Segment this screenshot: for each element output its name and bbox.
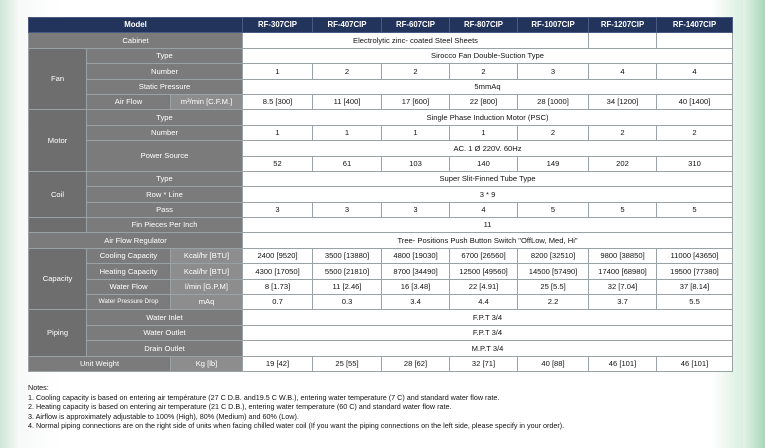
empty-cell: [657, 33, 733, 48]
regulator-row: [29, 233, 733, 248]
note-item: 4. Normal piping connections are on the right side of units when facing chilled water coil (If you want the piping connections on the left side, please specify in your order).: [28, 421, 565, 431]
value-cell: 11 [2.46]: [313, 279, 382, 294]
value-cell: 4300 [17050]: [243, 264, 313, 279]
value-cell: 2: [313, 64, 382, 79]
value-cell: 52: [243, 156, 313, 171]
value-cell: 8.5 [300]: [243, 94, 313, 109]
value-cell: 19 [42]: [243, 356, 313, 371]
empty-cell: [589, 33, 657, 48]
value-cell: 46 [101]: [589, 356, 657, 371]
coil-rowline-value: 3 * 9: [243, 187, 733, 202]
fan-static-label: Static Pressure: [87, 79, 243, 94]
header-row: [29, 18, 733, 33]
weight-label: Unit Weight: [29, 356, 171, 371]
value-cell: 4800 [19030]: [382, 248, 450, 263]
regulator-value: Tree- Positions Push Button Switch "OffLow, Med, Hi": [243, 233, 733, 248]
outlet-value: F.P.T 3/4: [243, 325, 733, 340]
model-name: RF-1207CIP: [589, 18, 657, 33]
water-outlet-row: [29, 325, 733, 340]
specification-table: [28, 17, 733, 372]
value-cell: 32 [7.04]: [589, 279, 657, 294]
value-cell: 16 [3.48]: [382, 279, 450, 294]
cabinet-value: Electrolytic zinc- coated Steel Sheets: [243, 33, 589, 48]
pressure-label: Water Pressure Drop: [87, 295, 171, 310]
value-cell: 3: [382, 202, 450, 217]
value-cell: 3.7: [589, 295, 657, 310]
note-item: 3. Airflow is approximately adjustable to 100% (High), 80% (Medium) and 60% (Low).: [28, 411, 299, 421]
motor-type-value: Single Phase Induction Motor (PSC): [243, 110, 733, 125]
value-cell: 1: [313, 125, 382, 140]
motor-power-source-row: [29, 141, 733, 156]
value-cell: 2: [450, 64, 518, 79]
fan-airflow-label: Air Flow: [87, 94, 171, 109]
value-cell: 5500 [21810]: [313, 264, 382, 279]
motor-number-label: Number: [87, 125, 243, 140]
inlet-label: Water Inlet: [87, 310, 243, 325]
right-decor-strip: [743, 0, 765, 448]
value-cell: 3: [518, 64, 589, 79]
value-cell: 61: [313, 156, 382, 171]
cabinet-label: Cabinet: [29, 33, 243, 48]
drain-outlet-row: [29, 341, 733, 356]
value-cell: 6700 [26560]: [450, 248, 518, 263]
empty-cell: [29, 218, 87, 233]
value-cell: 28 [1000]: [518, 94, 589, 109]
outlet-label: Water Outlet: [87, 325, 243, 340]
value-cell: 4: [589, 64, 657, 79]
value-cell: 140: [450, 156, 518, 171]
model-label: Model: [29, 18, 243, 33]
value-cell: 5: [657, 202, 733, 217]
piping-group-label: Piping: [29, 310, 87, 356]
value-cell: 3: [313, 202, 382, 217]
drain-label: Drain Outlet: [87, 341, 243, 356]
value-cell: 32 [71]: [450, 356, 518, 371]
coil-fin-value: 11: [243, 218, 733, 233]
value-cell: 22 [800]: [450, 94, 518, 109]
model-name: RF-607CIP: [382, 18, 450, 33]
motor-type-row: [29, 110, 733, 125]
fan-airflow-unit: m³/min [C.F.M.]: [171, 94, 243, 109]
value-cell: 19500 [77380]: [657, 264, 733, 279]
value-cell: 103: [382, 156, 450, 171]
value-cell: 8 [1.73]: [243, 279, 313, 294]
value-cell: 17400 [68980]: [589, 264, 657, 279]
value-cell: 2: [518, 125, 589, 140]
coil-pass-label: Pass: [87, 202, 243, 217]
notes-section: [28, 383, 748, 431]
coil-group-label: Coil: [29, 171, 87, 217]
weight-unit: Kg [lb]: [171, 356, 243, 371]
motor-power-value: AC. 1 Ø 220V. 60Hz: [243, 141, 733, 156]
motor-number-row: [29, 125, 733, 140]
value-cell: 12500 [49560]: [450, 264, 518, 279]
inlet-value: F.P.T 3/4: [243, 310, 733, 325]
value-cell: 5: [589, 202, 657, 217]
regulator-label: Air Flow Regulator: [29, 233, 243, 248]
value-cell: 1: [243, 64, 313, 79]
value-cell: 11 [400]: [313, 94, 382, 109]
fan-static-row: [29, 79, 733, 94]
value-cell: 1: [450, 125, 518, 140]
value-cell: 4.4: [450, 295, 518, 310]
model-name: RF-807CIP: [450, 18, 518, 33]
pressure-drop-row: [29, 295, 733, 310]
value-cell: 310: [657, 156, 733, 171]
model-name: RF-1407CIP: [657, 18, 733, 33]
value-cell: 2: [382, 64, 450, 79]
coil-fin-label: Fin Pieces Per Inch: [87, 218, 243, 233]
value-cell: 4: [657, 64, 733, 79]
value-cell: 34 [1200]: [589, 94, 657, 109]
value-cell: 8200 [32510]: [518, 248, 589, 263]
water-flow-row: [29, 279, 733, 294]
value-cell: 17 [600]: [382, 94, 450, 109]
heating-unit: Kcal/hr [BTU]: [171, 264, 243, 279]
notes-title: Notes:: [28, 383, 49, 392]
value-cell: 3.4: [382, 295, 450, 310]
cabinet-row: [29, 33, 733, 48]
value-cell: 4: [450, 202, 518, 217]
water-inlet-row: [29, 310, 733, 325]
value-cell: 3500 [13880]: [313, 248, 382, 263]
heating-label: Heating Capacity: [87, 264, 171, 279]
note-item: 1. Cooling capacity is based on entering air température (27 C D.B. and19.5 C W.B.), entering water temperature (7 C) and standard water flow rate.: [28, 392, 500, 402]
fan-number-label: Number: [87, 64, 243, 79]
coil-type-value: Super Slit-Finned Tube Type: [243, 171, 733, 186]
motor-power-label: Power Source: [87, 141, 243, 172]
model-name: RF-407CIP: [313, 18, 382, 33]
value-cell: 2: [589, 125, 657, 140]
value-cell: 5: [518, 202, 589, 217]
value-cell: 28 [62]: [382, 356, 450, 371]
value-cell: 22 [4.91]: [450, 279, 518, 294]
value-cell: 14500 [57490]: [518, 264, 589, 279]
model-name: RF-1007CIP: [518, 18, 589, 33]
capacity-group-label: Capacity: [29, 248, 87, 310]
value-cell: 25 [5.5]: [518, 279, 589, 294]
motor-type-label: Type: [87, 110, 243, 125]
value-cell: 8700 [34490]: [382, 264, 450, 279]
model-name: RF-307CIP: [243, 18, 313, 33]
value-cell: 25 [55]: [313, 356, 382, 371]
value-cell: 149: [518, 156, 589, 171]
left-decor-strip: [0, 0, 18, 448]
motor-group-label: Motor: [29, 110, 87, 172]
drain-value: M.P.T 3/4: [243, 341, 733, 356]
waterflow-unit: l/min [G.P.M]: [171, 279, 243, 294]
fan-airflow-row: [29, 94, 733, 109]
note-item: 2. Heating capacity is based on entering air temperature (21 C D.B.), entering water temperature (60 C) and standard water flow rate.: [28, 402, 452, 412]
value-cell: 40 [88]: [518, 356, 589, 371]
value-cell: 46 [101]: [657, 356, 733, 371]
value-cell: 3: [243, 202, 313, 217]
value-cell: 40 [1400]: [657, 94, 733, 109]
value-cell: 2.2: [518, 295, 589, 310]
coil-pass-row: [29, 202, 733, 217]
value-cell: 0.3: [313, 295, 382, 310]
pressure-unit: mAq: [171, 295, 243, 310]
coil-type-row: [29, 171, 733, 186]
cooling-label: Cooling Capacity: [87, 248, 171, 263]
value-cell: 2: [657, 125, 733, 140]
value-cell: 0.7: [243, 295, 313, 310]
coil-rowline-label: Row * Line: [87, 187, 243, 202]
fan-number-row: [29, 64, 733, 79]
fan-type-label: Type: [87, 48, 243, 63]
waterflow-label: Water Flow: [87, 279, 171, 294]
coil-fin-row: [29, 218, 733, 233]
value-cell: 1: [243, 125, 313, 140]
coil-type-label: Type: [87, 171, 243, 186]
value-cell: 202: [589, 156, 657, 171]
cooling-unit: Kcal/hr [BTU]: [171, 248, 243, 263]
value-cell: 37 [8.14]: [657, 279, 733, 294]
fan-group-label: Fan: [29, 48, 87, 110]
value-cell: 9800 [38850]: [589, 248, 657, 263]
value-cell: 1: [382, 125, 450, 140]
fan-type-row: [29, 48, 733, 63]
value-cell: 5.5: [657, 295, 733, 310]
cooling-capacity-row: [29, 248, 733, 263]
value-cell: 11000 [43650]: [657, 248, 733, 263]
coil-rowline-row: [29, 187, 733, 202]
unit-weight-row: [29, 356, 733, 371]
fan-type-value: Sirocco Fan Double-Suction Type: [243, 48, 733, 63]
heating-capacity-row: [29, 264, 733, 279]
value-cell: 2400 [9520]: [243, 248, 313, 263]
fan-static-value: 5mmAq: [243, 79, 733, 94]
